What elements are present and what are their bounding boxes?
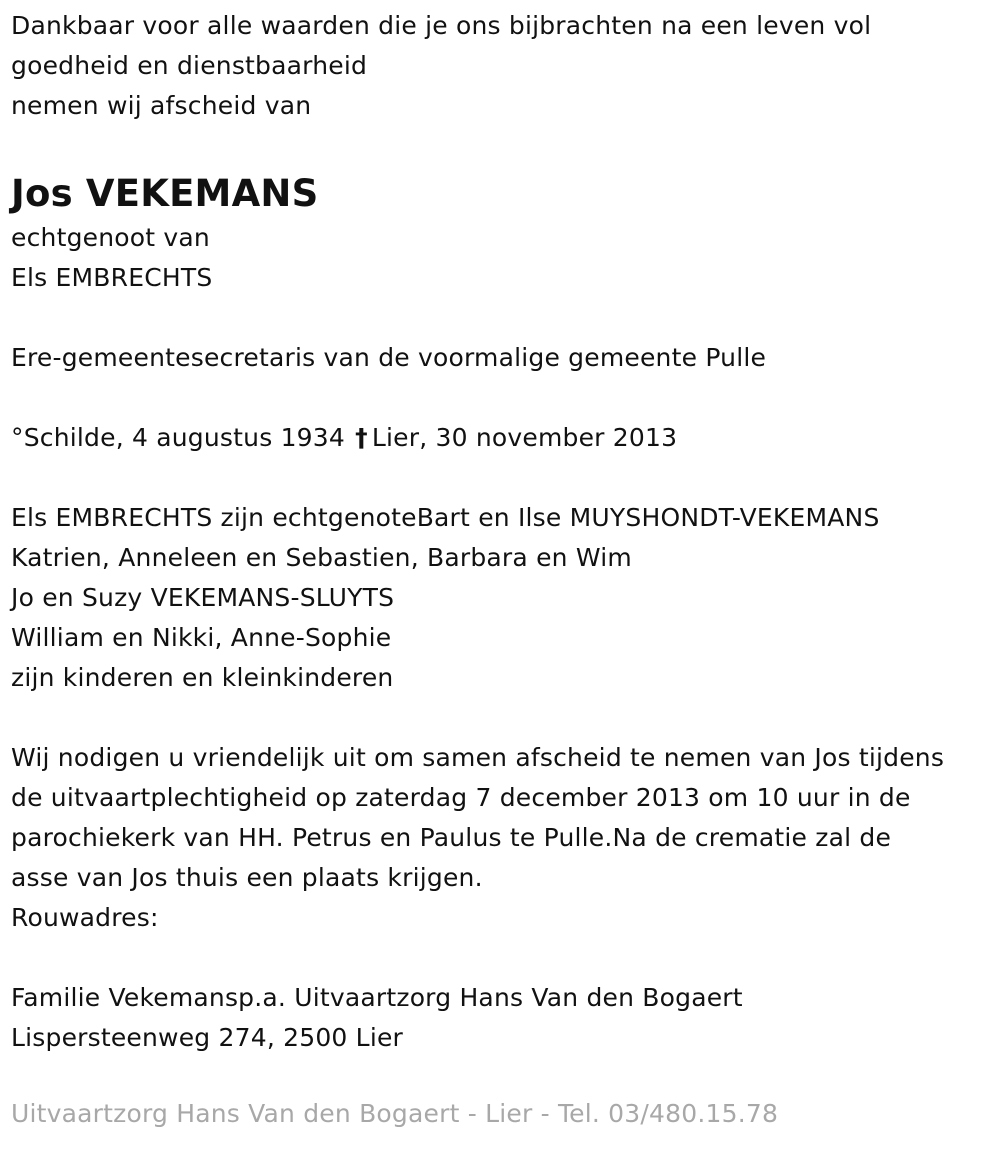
spacer <box>11 698 991 738</box>
ceremony-line: asse van Jos thuis een plaats krijgen. <box>11 863 483 892</box>
cross-icon: † <box>355 423 368 452</box>
ceremony-line: parochiekerk van HH. Petrus en Paulus te Pulle.Na de crematie zal de <box>11 823 892 852</box>
family-line: zijn kinderen en kleinkinderen <box>11 663 394 692</box>
ceremony-line: Wij nodigen u vriendelijk uit om samen afscheid te nemen van Jos tijdens <box>11 743 945 772</box>
spacer <box>11 938 991 978</box>
address-line-2: Lispersteenweg 274, 2500 Lier <box>11 1023 404 1052</box>
spouse-name: Els EMBRECHTS <box>11 263 213 292</box>
funeral-home-footer: Uitvaartzorg Hans Van den Bogaert - Lier - Tel. 03/480.15.78 <box>11 1099 779 1128</box>
spacer <box>11 458 991 498</box>
family-line: Jo en Suzy VEKEMANS-SLUYTS <box>11 583 395 612</box>
spacer <box>11 126 991 166</box>
intro-line-3: nemen wij afscheid van <box>11 91 312 120</box>
deceased-name: Jos VEKEMANS <box>11 172 319 215</box>
obituary-text <box>11 6 991 1058</box>
birth-info: °Schilde, 4 augustus 1934 <box>11 423 345 452</box>
spacer <box>11 378 991 418</box>
family-line: Els EMBRECHTS zijn echtgenoteBart en Ilse MUYSHONDT-VEKEMANS <box>11 503 880 532</box>
mourning-address-label: Rouwadres: <box>11 903 159 932</box>
death-info: Lier, 30 november 2013 <box>371 423 678 452</box>
intro-line-2: goedheid en dienstbaarheid <box>11 51 368 80</box>
birth-death-line <box>11 418 991 458</box>
family-line: Katrien, Anneleen en Sebastien, Barbara en Wim <box>11 543 632 572</box>
spacer <box>11 298 991 338</box>
intro-line-1: Dankbaar voor alle waarden die je ons bijbrachten na een leven vol <box>11 11 872 40</box>
relation-label: echtgenoot van <box>11 223 210 252</box>
address-line-1: Familie Vekemansp.a. Uitvaartzorg Hans Van den Bogaert <box>11 983 743 1012</box>
family-line: William en Nikki, Anne-Sophie <box>11 623 392 652</box>
deceased-title: Ere-gemeentesecretaris van de voormalige gemeente Pulle <box>11 343 767 372</box>
ceremony-line: de uitvaartplechtigheid op zaterdag 7 december 2013 om 10 uur in de <box>11 783 911 812</box>
